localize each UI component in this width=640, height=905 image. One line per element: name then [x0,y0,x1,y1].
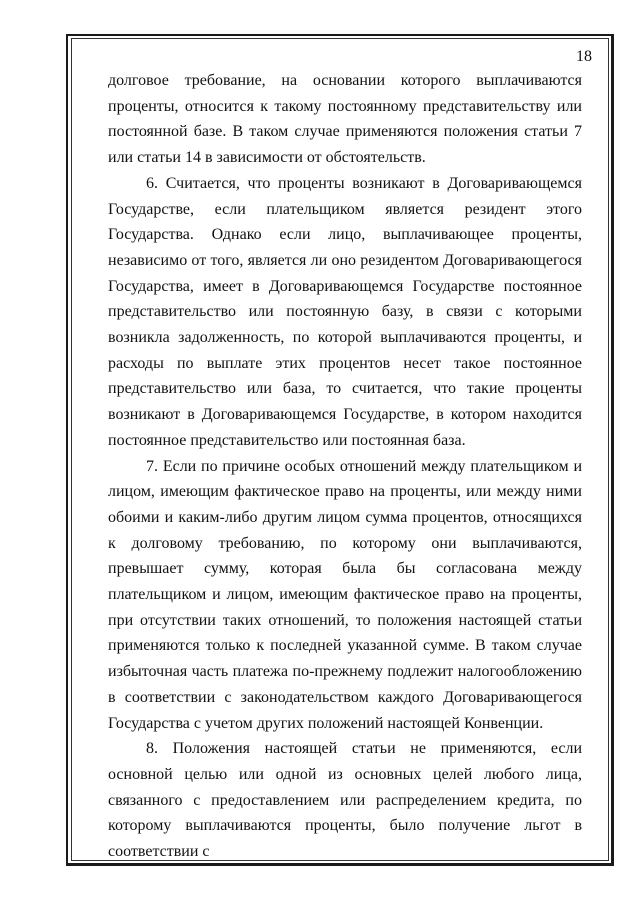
paragraph-6: 6. Считается, что проценты возникают в Договаривающемся Государстве, если плательщиком является резидент этого Государства. Однако если лицо, выплачивающее проценты, независимо от того, является ли оно резидентом Договаривающегося Государства, имеет в Договаривающемся Государстве постоянное представительство или постоянную базу, в связи с которыми возникла задолженность, по которой выплачиваются проценты, и расходы по выплате этих процентов несет такое постоянное представительство или база, то считается, что такие проценты возникают в Договаривающемся Государстве, в котором находится постоянное представительство или постоянная база. [108,174,582,449]
paragraph-continuation: долговое требование, на основании которого выплачиваются проценты, относится к такому постоянному представительству или постоянной базе. В таком случае применяются положения статьи 7 или статьи 14 в зависимости от обстоятельств. [108,72,582,167]
page-number: 18 [576,48,592,65]
paragraph-7: 7. Если по причине особых отношений между плательщиком и лицом, имеющим фактическое право на проценты, или между ними обоими и каким-либо другим лицом сумма процентов, относящихся к долговому требованию, по которому они выплачиваются, превышает сумму, которая была бы согласована между плательщиком и лицом, имеющим фактическое право на проценты, при отсутствии таких отношений, то положения настоящей статьи применяются только к последней указанной сумме. В таком случае избыточная часть платежа по-прежнему подлежит налогообложению в соответствии с законодательством каждого Договаривающегося Государства с учетом других положений настоящей Конвенции. [108,457,582,732]
paragraph-8: 8. Положения настоящей статьи не применяются, если основной целью или одной из основных целей любого лица, связанного с предоставлением или распределением кредита, по которому выплачиваются проценты, было получение льгот в соответствии с [108,740,582,861]
document-body [108,68,582,865]
